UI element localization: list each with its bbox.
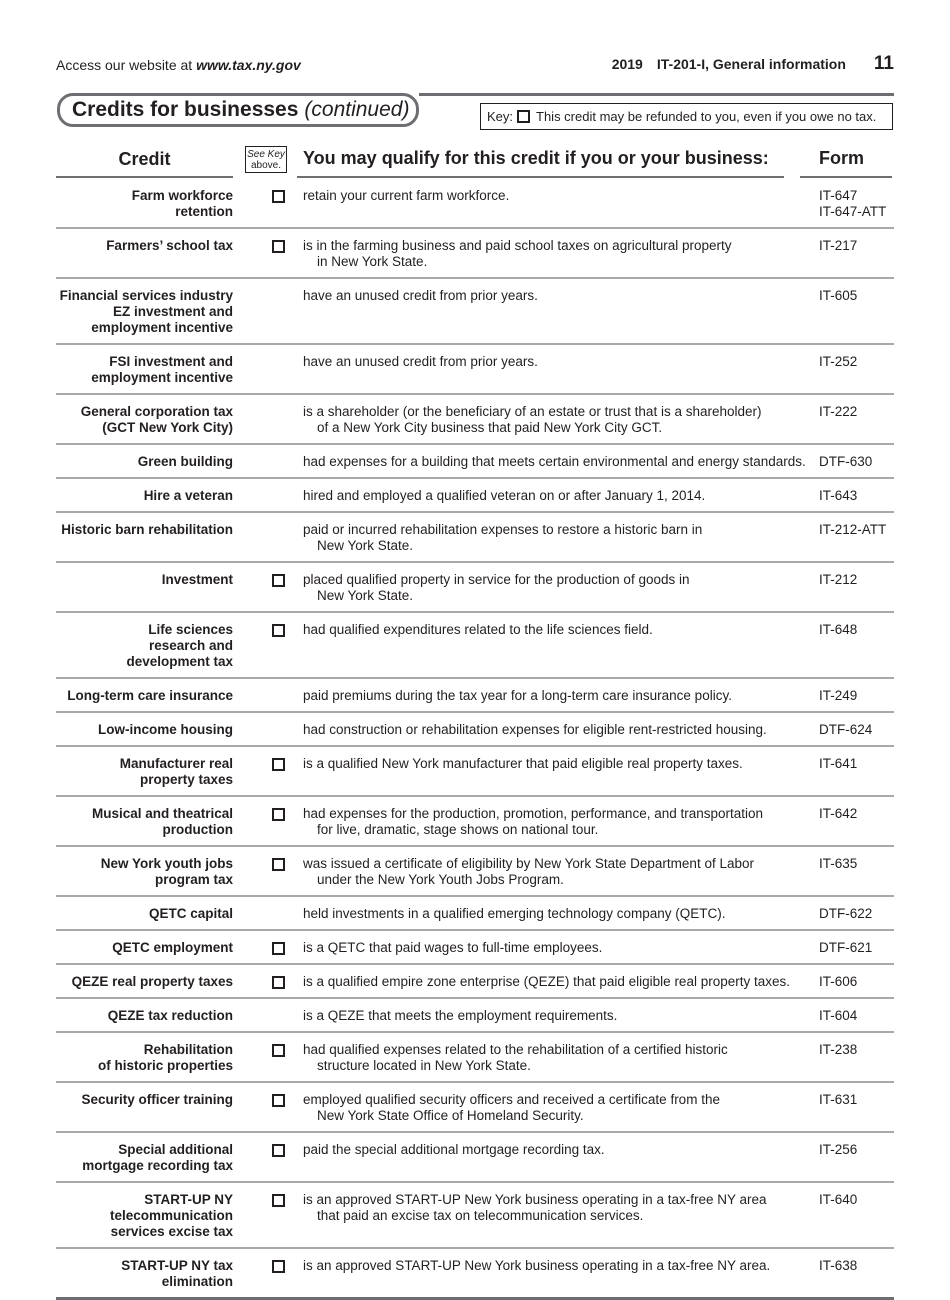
description-line: hired and employed a qualified veteran on or after January 1, 2014.	[303, 488, 706, 503]
credit-name	[56, 454, 233, 470]
credit-name	[56, 722, 233, 738]
website-line	[56, 57, 301, 73]
credit-description	[303, 1008, 813, 1024]
credit-description	[303, 238, 813, 270]
row-separator	[56, 443, 894, 445]
form-number	[819, 354, 857, 370]
row-separator	[56, 477, 894, 479]
form-number-line: IT-640	[819, 1192, 858, 1207]
form-number-line: IT-212-ATT	[819, 522, 887, 537]
credit-description	[303, 354, 813, 370]
refundable-checkbox-icon	[272, 1260, 285, 1273]
refundable-checkbox-icon	[272, 858, 285, 871]
form-number	[819, 1192, 857, 1208]
refundable-checkbox-icon	[272, 1144, 285, 1157]
credit-name-line: EZ investment and	[112, 304, 233, 319]
row-separator	[56, 1031, 894, 1033]
credit-name-line: START-UP NY tax	[121, 1258, 233, 1273]
credit-name	[56, 940, 233, 956]
form-number-line: IT-606	[819, 974, 858, 989]
credit-description	[303, 572, 813, 604]
credit-name-line: FSI investment and	[109, 354, 233, 369]
form-number-line: IT-249	[819, 688, 858, 703]
row-separator	[56, 997, 894, 999]
form-number	[819, 940, 872, 956]
form-number	[819, 288, 857, 304]
credit-name-line: QETC employment	[112, 940, 233, 955]
credit-description	[303, 940, 813, 956]
credit-name-line: research and	[148, 638, 233, 653]
credit-name-line: Life sciences	[148, 622, 233, 637]
form-number	[819, 522, 886, 538]
row-separator	[56, 845, 894, 847]
form-number	[819, 906, 872, 922]
credit-name	[56, 1142, 233, 1174]
row-separator	[56, 511, 894, 513]
form-number-line: IT-604	[819, 1008, 858, 1023]
refundable-checkbox-icon	[272, 574, 285, 587]
description-line: retain your current farm workforce.	[303, 188, 510, 203]
credit-name	[56, 856, 233, 888]
key-prefix: Key:	[487, 109, 514, 124]
form-number	[819, 722, 872, 738]
column-header-form: Form	[819, 148, 864, 168]
credit-description	[303, 288, 813, 304]
form-number	[819, 1008, 857, 1024]
credit-description	[303, 856, 813, 888]
form-number	[819, 806, 857, 822]
credit-name	[56, 806, 233, 838]
credit-name-line: Long-term care insurance	[67, 688, 233, 703]
form-number	[819, 622, 857, 638]
form-number-line: IT-252	[819, 354, 858, 369]
credit-description	[303, 974, 813, 990]
description-line: paid the special additional mortgage recording tax.	[303, 1142, 605, 1157]
form-number-line: IT-638	[819, 1258, 858, 1273]
row-separator	[56, 1131, 894, 1133]
column-header-credit: Credit	[118, 149, 171, 169]
form-number-line: IT-642	[819, 806, 858, 821]
credit-name-line: General corporation tax	[80, 404, 233, 419]
description-line: that paid an excise tax on telecommunication services.	[317, 1208, 644, 1223]
refundable-checkbox-icon	[272, 240, 285, 253]
credit-description	[303, 1258, 813, 1274]
credit-description	[303, 722, 813, 738]
description-line: New York State Office of Homeland Security.	[317, 1108, 584, 1123]
description-line: had qualified expenditures related to the life sciences field.	[303, 622, 653, 637]
credit-name-line: QEZE real property taxes	[71, 974, 233, 989]
credit-name-line: employment incentive	[91, 370, 233, 385]
refundable-checkbox-icon	[272, 1094, 285, 1107]
form-number-line: IT-647	[819, 188, 858, 203]
credit-name-line: services excise tax	[110, 1224, 233, 1239]
row-separator	[56, 895, 894, 897]
row-separator	[56, 929, 894, 931]
description-line: have an unused credit from prior years.	[303, 288, 538, 303]
title-rule	[419, 93, 894, 96]
key-text: This credit may be refunded to you, even if you owe no tax.	[536, 109, 877, 124]
credit-name	[56, 522, 233, 538]
refundable-checkbox-icon	[272, 808, 285, 821]
row-separator	[56, 1181, 894, 1183]
credit-name	[56, 1092, 233, 1108]
form-number	[819, 1142, 857, 1158]
description-line: New York State.	[317, 588, 414, 603]
credit-name	[56, 974, 233, 990]
credit-name-line: Security officer training	[81, 1092, 233, 1107]
running-header	[612, 53, 894, 75]
credit-name	[56, 188, 233, 220]
doc-title: IT-201-I, General information	[656, 56, 846, 72]
row-separator	[56, 711, 894, 713]
description-line: is an approved START-UP New York business operating in a tax-free NY area	[303, 1192, 767, 1207]
description-line: had qualified expenses related to the rehabilitation of a certified historic	[303, 1042, 728, 1057]
form-number	[819, 1092, 857, 1108]
row-separator	[56, 677, 894, 679]
description-line: paid or incurred rehabilitation expenses to restore a historic barn in	[303, 522, 703, 537]
credit-name-line: Rehabilitation	[143, 1042, 233, 1057]
credit-name	[56, 756, 233, 788]
form-number-line: IT-256	[819, 1142, 858, 1157]
credit-name-line: Low-income housing	[98, 722, 233, 737]
refundable-checkbox-icon	[272, 976, 285, 989]
description-line: placed qualified property in service for the production of goods in	[303, 572, 690, 587]
description-line: in New York State.	[317, 254, 428, 269]
credit-name	[56, 1192, 233, 1240]
credit-description	[303, 1192, 813, 1224]
description-line: had expenses for a building that meets certain environmental and energy standards.	[303, 454, 806, 469]
credit-name-line: of historic properties	[97, 1058, 233, 1073]
form-number	[819, 688, 857, 704]
credit-name-line: Historic barn rehabilitation	[61, 522, 233, 537]
form-number-line: DTF-630	[819, 454, 873, 469]
credit-name-line: employment incentive	[91, 320, 233, 335]
credit-name	[56, 488, 233, 504]
credit-name-line: retention	[175, 204, 233, 219]
form-number-line: IT-647-ATT	[819, 204, 887, 219]
credit-name-line: Hire a veteran	[143, 488, 233, 503]
row-separator	[56, 795, 894, 797]
refundable-checkbox-icon	[272, 942, 285, 955]
credit-name-line: (GCT New York City)	[102, 420, 233, 435]
credit-description	[303, 806, 813, 838]
description-line: of a New York City business that paid New York City GCT.	[317, 420, 663, 435]
row-separator	[56, 277, 894, 279]
form-number-line: IT-222	[819, 404, 858, 419]
form-number	[819, 856, 857, 872]
description-line: is a shareholder (or the beneficiary of an estate or trust that is a shareholder)	[303, 404, 762, 419]
credit-name-line: Manufacturer real	[119, 756, 233, 771]
description-line: for live, dramatic, stage shows on national tour.	[317, 822, 599, 837]
see-key-line2: above.	[250, 160, 282, 171]
form-number	[819, 756, 857, 772]
key-legend	[480, 103, 893, 130]
description-line: employed qualified security officers and received a certificate from the	[303, 1092, 720, 1107]
description-line: held investments in a qualified emerging technology company (QETC).	[303, 906, 726, 921]
section-title-text: Credits for businesses	[72, 98, 299, 121]
credit-name-line: Farmers’ school tax	[106, 238, 233, 253]
header-rule-credit	[56, 176, 233, 178]
form-number-line: IT-217	[819, 238, 858, 253]
credit-name-line: Green building	[137, 454, 233, 469]
refundable-checkbox-icon	[272, 190, 285, 203]
credit-name-line: Farm workforce	[131, 188, 233, 203]
refundable-checkbox-icon	[272, 624, 285, 637]
credit-description	[303, 1042, 813, 1074]
description-line: is a QETC that paid wages to full-time employees.	[303, 940, 603, 955]
row-separator	[56, 1081, 894, 1083]
credit-name	[56, 906, 233, 922]
row-separator	[56, 1247, 894, 1249]
credit-name-line: development tax	[126, 654, 233, 669]
row-separator	[56, 963, 894, 965]
refundable-checkbox-icon	[272, 758, 285, 771]
credit-name-line: elimination	[161, 1274, 233, 1289]
credit-name-line: property taxes	[139, 772, 233, 787]
description-line: was issued a certificate of eligibility by New York State Department of Labor	[303, 856, 754, 871]
credit-name-line: Special additional	[118, 1142, 233, 1157]
description-line: structure located in New York State.	[317, 1058, 531, 1073]
section-title	[57, 93, 419, 127]
credit-name	[56, 354, 233, 386]
form-number	[819, 1258, 857, 1274]
description-line: paid premiums during the tax year for a long-term care insurance policy.	[303, 688, 732, 703]
description-line: under the New York Youth Jobs Program.	[317, 872, 564, 887]
description-line: had construction or rehabilitation expenses for eligible rent-restricted housing.	[303, 722, 767, 737]
credit-name-line: New York youth jobs	[100, 856, 233, 871]
form-number-line: IT-238	[819, 1042, 858, 1057]
credit-name	[56, 1008, 233, 1024]
form-number	[819, 488, 857, 504]
form-number-line: DTF-624	[819, 722, 873, 737]
credit-name	[56, 1042, 233, 1074]
form-number-line: IT-635	[819, 856, 858, 871]
description-line: is a QEZE that meets the employment requirements.	[303, 1008, 618, 1023]
credit-name-line: telecommunication	[109, 1208, 233, 1223]
credit-name	[56, 622, 233, 670]
description-line: New York State.	[317, 538, 414, 553]
refundable-checkbox-icon	[272, 1044, 285, 1057]
refundable-checkbox-icon	[272, 1194, 285, 1207]
credit-name-line: QETC capital	[148, 906, 233, 921]
credit-description	[303, 1092, 813, 1124]
form-number	[819, 188, 886, 220]
year: 2019	[611, 56, 643, 72]
form-number-line: DTF-622	[819, 906, 873, 921]
form-number-line: IT-648	[819, 622, 858, 637]
description-line: is an approved START-UP New York business operating in a tax-free NY area.	[303, 1258, 771, 1273]
header-rule-qualify	[297, 176, 784, 178]
form-number	[819, 572, 857, 588]
form-number-line: IT-212	[819, 572, 858, 587]
credit-description	[303, 188, 813, 204]
credit-description	[303, 622, 813, 638]
credit-name-line: program tax	[154, 872, 233, 887]
row-separator	[56, 393, 894, 395]
credit-name	[56, 572, 233, 588]
credit-description	[303, 1142, 813, 1158]
credit-description	[303, 906, 813, 922]
row-separator	[56, 227, 894, 229]
credit-name-line: Investment	[161, 572, 233, 587]
credit-name-line: Financial services industry	[59, 288, 233, 303]
column-header-qualify: You may qualify for this credit if you or your business:	[303, 148, 769, 168]
credit-name-line: production	[162, 822, 233, 837]
credit-name-line: mortgage recording tax	[82, 1158, 233, 1173]
credit-description	[303, 488, 813, 504]
credit-name-line: Musical and theatrical	[91, 806, 233, 821]
row-separator	[56, 611, 894, 613]
form-number-line: IT-631	[819, 1092, 858, 1107]
credit-description	[303, 454, 813, 470]
credit-name	[56, 404, 233, 436]
column-header-see-key	[245, 146, 287, 173]
refundable-checkbox-icon	[517, 110, 530, 123]
row-separator	[56, 343, 894, 345]
description-line: is a qualified empire zone enterprise (QEZE) that paid eligible real property taxes.	[303, 974, 790, 989]
description-line: had expenses for the production, promotion, performance, and transportation	[303, 806, 764, 821]
credit-name	[56, 238, 233, 254]
header-rule-form	[800, 176, 892, 178]
section-title-suffix: (continued)	[304, 98, 410, 121]
form-number-line: DTF-621	[819, 940, 873, 955]
website-link[interactable]: www.tax.ny.gov	[196, 57, 301, 73]
row-separator	[56, 745, 894, 747]
credit-description	[303, 404, 813, 436]
credit-description	[303, 522, 813, 554]
form-number	[819, 974, 857, 990]
description-line: is in the farming business and paid school taxes on agricultural property	[303, 238, 732, 253]
credit-name	[56, 688, 233, 704]
form-number-line: IT-641	[819, 756, 858, 771]
description-line: have an unused credit from prior years.	[303, 354, 538, 369]
form-number-line: IT-643	[819, 488, 858, 503]
form-number-line: IT-605	[819, 288, 858, 303]
row-separator	[56, 561, 894, 563]
credit-name-line: QEZE tax reduction	[107, 1008, 233, 1023]
access-text: Access our website at	[56, 57, 197, 73]
form-number	[819, 1042, 857, 1058]
credit-name	[56, 288, 233, 336]
credit-description	[303, 756, 813, 772]
form-number	[819, 238, 857, 254]
form-number	[819, 404, 857, 420]
description-line: is a qualified New York manufacturer that paid eligible real property taxes.	[303, 756, 743, 771]
credit-description	[303, 688, 813, 704]
credit-name-line: START-UP NY	[144, 1192, 233, 1207]
see-key-line1: See Key	[247, 149, 285, 160]
form-number	[819, 454, 872, 470]
credit-name	[56, 1258, 233, 1290]
page-number: 11	[873, 53, 894, 74]
